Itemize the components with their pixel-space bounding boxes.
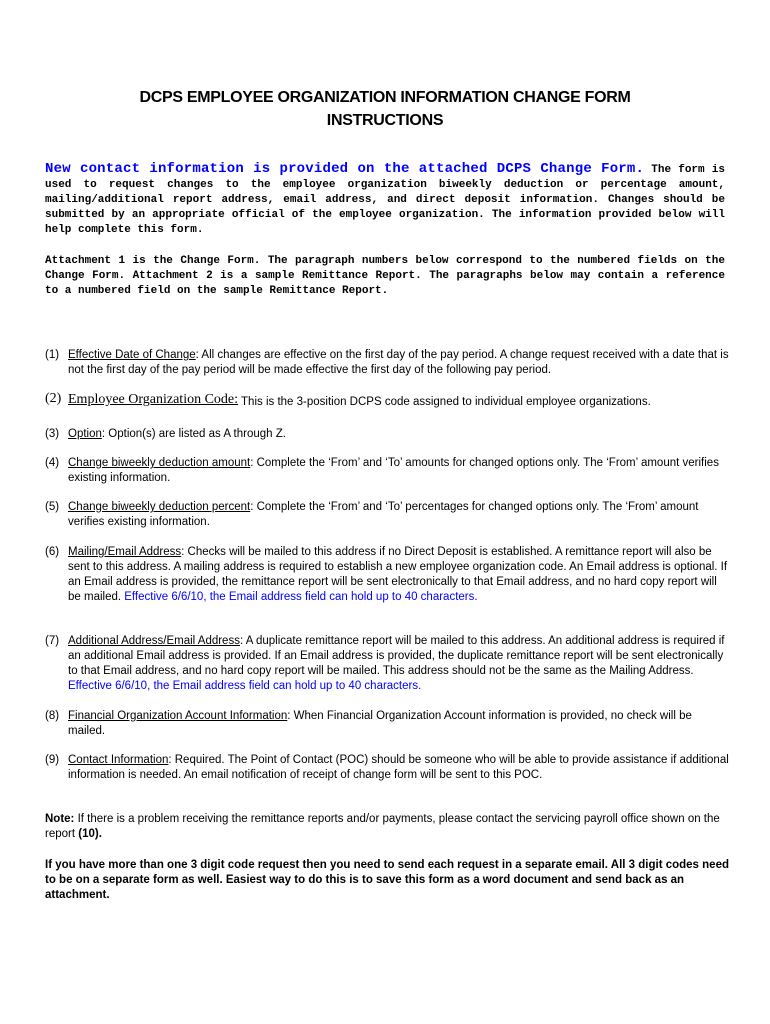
item-label: Change biweekly deduction amount bbox=[68, 457, 251, 469]
item-label: Option bbox=[68, 428, 102, 440]
item-text: : Option(s) are listed as A through Z. bbox=[101, 428, 286, 440]
item-label: Effective Date of Change bbox=[68, 349, 196, 361]
intro-text: The form is used to request changes to the employee organization biweekly deduction or percentage amount, mailing/additional report address, email address, and direct deposit information. Changes should be submitted by an appropriate official of the employee organization. The information provided below will help complete this form. bbox=[45, 164, 726, 236]
email-length-note: Effective 6/6/10, the Email address field can hold up to 40 characters. bbox=[124, 591, 478, 603]
note-paragraph bbox=[45, 812, 729, 842]
item-text: : When Financial Organization Account information is provided, no check will be mailed. bbox=[68, 710, 692, 737]
item-text: : All changes are effective on the first day of the pay period. A change request received with a date that is not the first day of the pay period will be made effective the first day of the following pay period. bbox=[68, 349, 729, 376]
item-number: (2) bbox=[45, 391, 62, 406]
item-text: This is the 3-position DCPS code assigned to individual employee organizations. bbox=[238, 396, 651, 408]
title-line-2: INSTRUCTIONS bbox=[326, 112, 444, 129]
item-number: (3) bbox=[45, 428, 60, 440]
intro-highlight: New contact information is provided on the attached DCPS Change Form. bbox=[45, 161, 645, 177]
email-length-note: Effective 6/6/10, the Email address field can hold up to 40 characters. bbox=[68, 680, 422, 692]
attachments-paragraph: Attachment 1 is the Change Form. The paragraph numbers below correspond to the numbered fields on the Change Form. Attachment 2 is a sample Remittance Report. The paragraphs below may contain a reference to a numbered field on the sample Remittance Report. bbox=[45, 255, 725, 297]
item-number: (6) bbox=[45, 546, 60, 558]
final-instructions: If you have more than one 3 digit code request then you need to send each request in a separate email. All 3 digit codes need to be on a separate form as well. Easiest way to do this is to save this form as a word document and send back as an attachment. bbox=[45, 859, 729, 901]
item-number: (5) bbox=[45, 501, 60, 513]
item-text: : A duplicate remittance report will be mailed to this address. An additional address is required if an additional Email address is provided. If an Email address is provided, the duplicate remittance report will be sent electronically to that Email address, and no hard copy report will be mailed. This address should not be the same as the Mailing Address. bbox=[68, 635, 725, 677]
page-title bbox=[40, 86, 730, 132]
note-ref: (10). bbox=[78, 828, 102, 840]
item-label: Contact Information bbox=[68, 754, 169, 766]
item-label: Mailing/Email Address bbox=[68, 546, 182, 558]
item-label: Additional Address/Email Address bbox=[68, 635, 240, 647]
item-number: (9) bbox=[45, 754, 60, 766]
item-text: : Complete the ‘From’ and ‘To’ amounts for changed options only. The ‘From’ amount verifies existing information. bbox=[68, 457, 719, 484]
item-number: (7) bbox=[45, 635, 60, 647]
item-text: : Checks will be mailed to this address if no Direct Deposit is established. A remittance report will also be sent to this address. A mailing address is required to establish a new employee organization code. An Email address is optional. If an Email address is provided, the remittance report will be sent electronically to that Email address, and no hard copy report will be mailed. bbox=[68, 546, 728, 603]
item-label: Financial Organization Account Information bbox=[68, 710, 288, 722]
item-number: (4) bbox=[45, 457, 60, 469]
item-number: (8) bbox=[45, 710, 60, 722]
item-number: (1) bbox=[45, 349, 60, 361]
item-label: Employee Organization Code: bbox=[68, 392, 239, 407]
item-label: Change biweekly deduction percent bbox=[68, 501, 251, 513]
note-text: If there is a problem receiving the remittance reports and/or payments, please contact the servicing payroll office shown on the report bbox=[45, 813, 720, 840]
item-text: : Complete the ‘From’ and ‘To’ percentages for changed options only. The ‘From’ amount verifies existing information. bbox=[68, 501, 699, 528]
title-line-1: DCPS EMPLOYEE ORGANIZATION INFORMATION CHANGE FORM bbox=[139, 89, 631, 106]
note-label: Note: bbox=[45, 813, 75, 825]
item-text: : Required. The Point of Contact (POC) should be someone who will be able to provide assistance if additional information is needed. An email notification of receipt of change form will be sent to this POC. bbox=[68, 754, 729, 781]
intro-paragraph bbox=[45, 162, 725, 238]
